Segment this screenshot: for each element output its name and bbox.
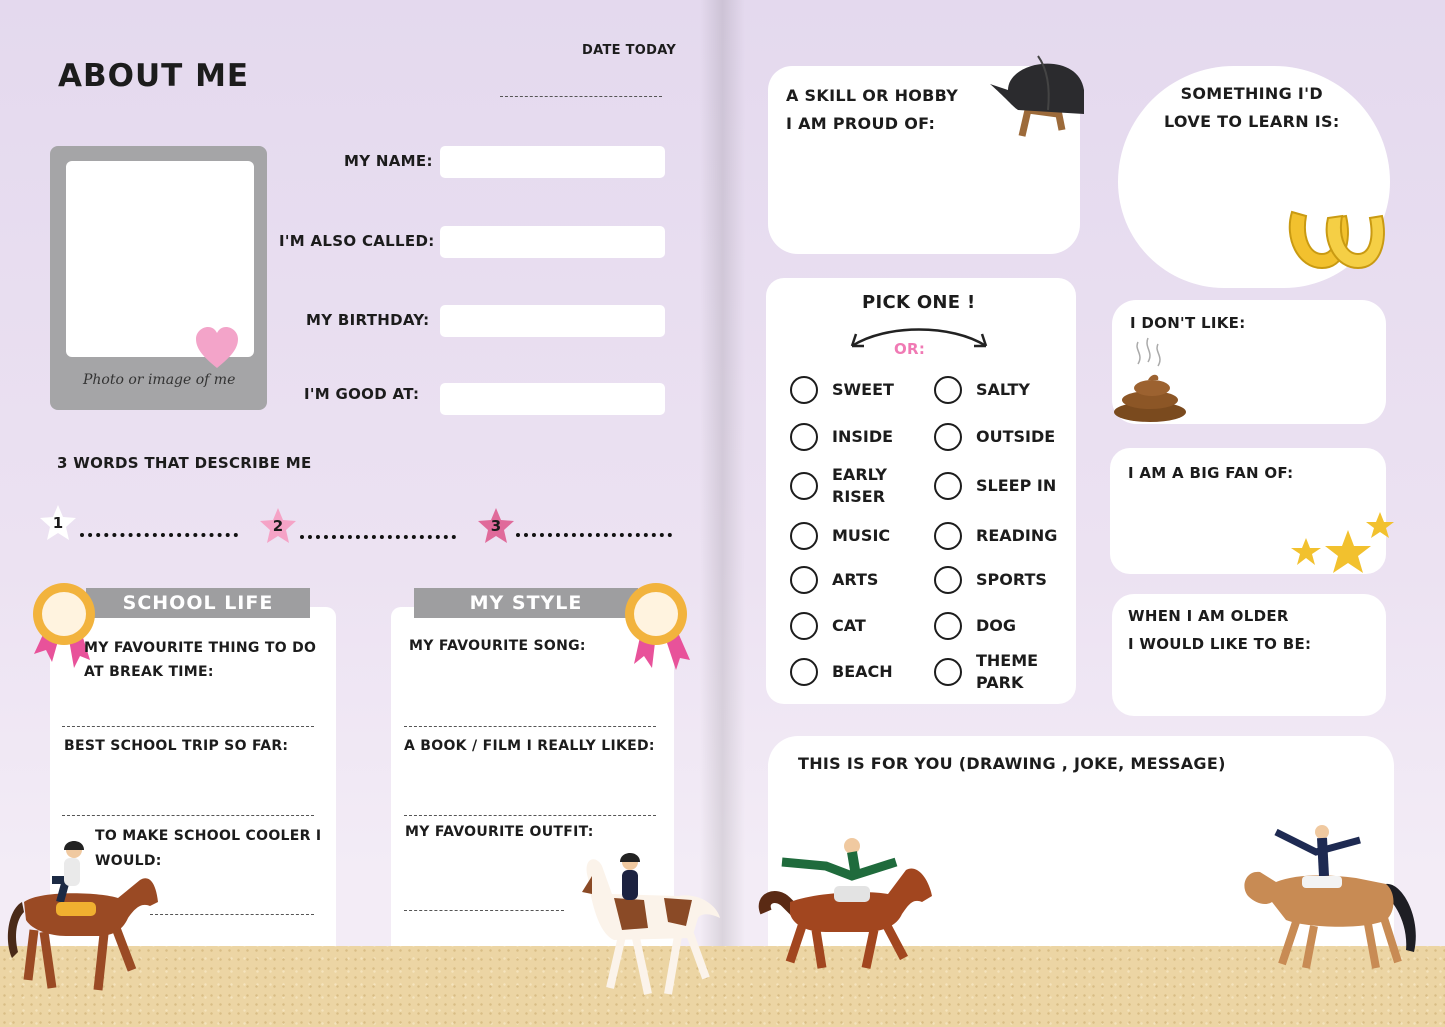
school-trip-question: BEST SCHOOL TRIP SO FAR: [64, 738, 289, 754]
gold-stars-icon [1288, 508, 1398, 588]
photo-frame[interactable] [50, 146, 267, 410]
riding-helmet-icon [988, 50, 1088, 140]
book-film-line[interactable] [404, 815, 656, 816]
dont-like-label: I DON'T LIKE: [1130, 314, 1246, 332]
horseshoe-icon [1282, 198, 1388, 274]
also-called-label: I'M ALSO CALLED: [279, 232, 435, 250]
pick-left-label-1: INSIDE [832, 427, 894, 446]
pick-right-label-6: THEME PARK [976, 651, 1039, 692]
word-number-2: 2 [272, 517, 284, 535]
star-icon [258, 506, 298, 546]
school-cooler-question: TO MAKE SCHOOL COOLER I WOULD: [95, 828, 322, 869]
pick-left-checkbox-6[interactable] [790, 658, 818, 686]
break-time-question: MY FAVOURITE THING TO DO AT BREAK TIME: [84, 640, 317, 680]
school-life-banner: SCHOOL LIFE [86, 588, 310, 618]
birthday-label: MY BIRTHDAY: [306, 311, 430, 329]
pick-right-label-3: READING [976, 526, 1058, 545]
star-icon [476, 506, 516, 546]
pick-right-checkbox-3[interactable] [934, 522, 962, 550]
break-time-line[interactable] [62, 726, 314, 727]
pick-right-label-5: DOG [976, 616, 1017, 635]
pick-left-checkbox-2[interactable] [790, 472, 818, 500]
word-3-line[interactable] [516, 533, 672, 537]
horse-rider-illustration [756, 832, 936, 972]
pick-right-checkbox-5[interactable] [934, 612, 962, 640]
skill-question: A SKILL OR HOBBY I AM PROUD OF: [786, 86, 959, 133]
favourite-song-line[interactable] [404, 726, 656, 727]
pick-right-label-4: SPORTS [976, 570, 1047, 589]
favourite-outfit-line[interactable] [404, 910, 564, 911]
horse-rider-illustration [1236, 822, 1426, 972]
date-label: DATE TODAY [582, 43, 677, 58]
or-label: OR: [894, 340, 926, 358]
rosette-icon [620, 580, 696, 680]
pick-right-label-2: SLEEP IN [976, 476, 1057, 495]
pick-right-label-0: SALTY [976, 380, 1030, 399]
date-line[interactable] [500, 96, 662, 97]
three-words-heading: 3 WORDS THAT DESCRIBE ME [57, 454, 312, 472]
heart-icon [194, 326, 240, 370]
favourite-song-question: MY FAVOURITE SONG: [409, 638, 586, 654]
pick-left-label-4: ARTS [832, 570, 879, 589]
when-older-label: WHEN I AM OLDER I WOULD LIKE TO BE: [1128, 607, 1312, 653]
pick-left-label-3: MUSIC [832, 526, 891, 545]
horse-rider-illustration [552, 848, 724, 998]
star-icon [38, 503, 78, 543]
learn-question: SOMETHING I'D LOVE TO LEARN IS: [1164, 84, 1340, 131]
pick-left-label-6: BEACH [832, 662, 893, 681]
favourite-outfit-question: MY FAVOURITE OUTFIT: [405, 824, 594, 840]
pick-one-heading: PICK ONE ! [862, 292, 976, 313]
school-trip-line[interactable] [62, 815, 314, 816]
pick-left-label-0: SWEET [832, 380, 894, 399]
also-called-field[interactable] [440, 226, 665, 258]
poop-icon [1112, 334, 1192, 424]
pick-left-label-5: CAT [832, 616, 866, 635]
horse-rider-illustration [0, 840, 170, 1000]
pick-left-checkbox-3[interactable] [790, 522, 818, 550]
name-label: MY NAME: [344, 152, 433, 170]
pick-right-checkbox-6[interactable] [934, 658, 962, 686]
pick-right-label-1: OUTSIDE [976, 427, 1056, 446]
word-1-line[interactable] [80, 533, 238, 537]
good-at-field[interactable] [440, 383, 665, 415]
big-fan-label: I AM A BIG FAN OF: [1128, 464, 1294, 482]
word-number-1: 1 [52, 514, 64, 532]
for-you-label: THIS IS FOR YOU (DRAWING , JOKE, MESSAGE) [798, 754, 1226, 773]
word-number-3: 3 [490, 517, 502, 535]
my-style-banner: MY STYLE [414, 588, 638, 618]
book-film-question: A BOOK / FILM I REALLY LIKED: [404, 738, 655, 754]
pick-left-checkbox-4[interactable] [790, 566, 818, 594]
good-at-label: I'M GOOD AT: [304, 385, 420, 403]
pick-right-checkbox-1[interactable] [934, 423, 962, 451]
page-title: ABOUT ME [58, 58, 250, 94]
pick-left-label-2: EARLY RISER [832, 465, 887, 506]
pick-left-checkbox-1[interactable] [790, 423, 818, 451]
pick-right-checkbox-2[interactable] [934, 472, 962, 500]
photo-caption: Photo or image of me [83, 372, 236, 388]
pick-left-checkbox-5[interactable] [790, 612, 818, 640]
pick-right-checkbox-4[interactable] [934, 566, 962, 594]
pick-right-checkbox-0[interactable] [934, 376, 962, 404]
school-cooler-line[interactable] [150, 914, 314, 915]
birthday-field[interactable] [440, 305, 665, 337]
pick-left-checkbox-0[interactable] [790, 376, 818, 404]
word-2-line[interactable] [300, 535, 456, 539]
name-field[interactable] [440, 146, 665, 178]
